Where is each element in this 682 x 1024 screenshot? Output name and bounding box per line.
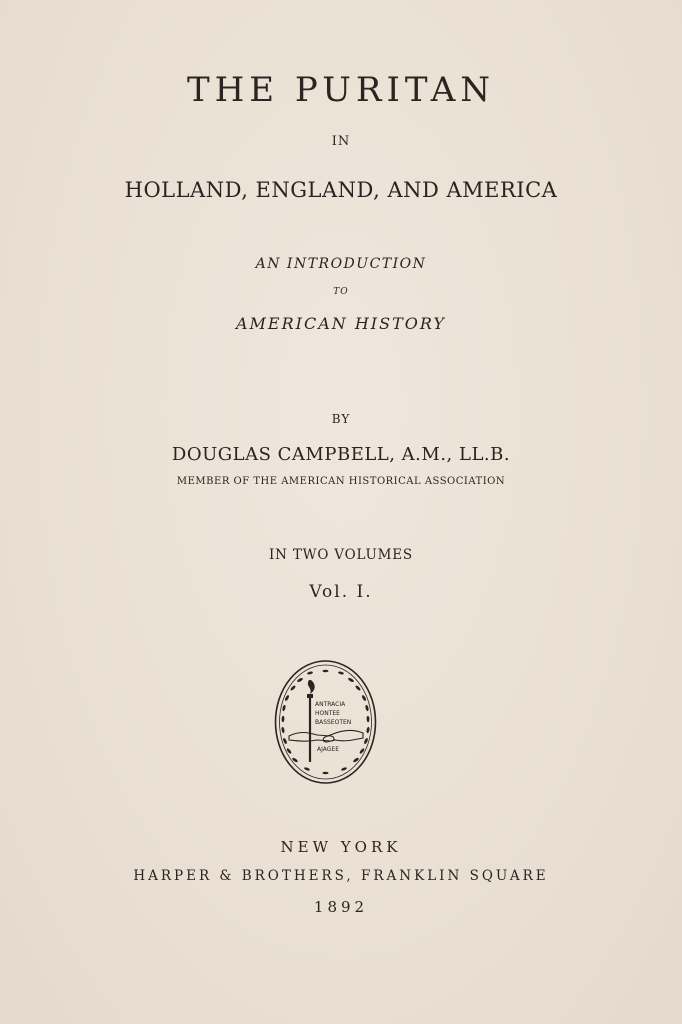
- intro-line: AN INTRODUCTION: [255, 256, 427, 272]
- imprint-year: 1892: [313, 898, 369, 916]
- volume-number: Vol. I.: [309, 582, 373, 602]
- intro-connector-to: TO: [333, 287, 349, 297]
- imprint-city: NEW YORK: [280, 838, 402, 856]
- author-affiliation: MEMBER OF THE AMERICAN HISTORICAL ASSOCIATION: [176, 476, 506, 487]
- publisher-seal-icon: [273, 658, 378, 786]
- seal-legend-line-2: HONTEE: [315, 710, 340, 717]
- title-connector-in: IN: [331, 134, 351, 149]
- volume-count: IN TWO VOLUMES: [269, 547, 413, 563]
- author-name: DOUGLAS CAMPBELL, A.M., LL.B.: [171, 444, 511, 465]
- book-subtitle: HOLLAND, ENGLAND, AND AMERICA: [124, 178, 558, 202]
- history-line: AMERICAN HISTORY: [235, 314, 446, 333]
- seal-legend-line-1: ANTRACIA: [315, 701, 346, 708]
- by-line: BY: [331, 412, 351, 426]
- book-title: THE PURITAN: [186, 70, 496, 110]
- seal-legend-line-3: BASSEOTEN: [315, 719, 352, 726]
- seal-legend-line-4: AJAGEE: [317, 746, 339, 753]
- imprint-publisher: HARPER & BROTHERS, FRANKLIN SQUARE: [133, 868, 549, 884]
